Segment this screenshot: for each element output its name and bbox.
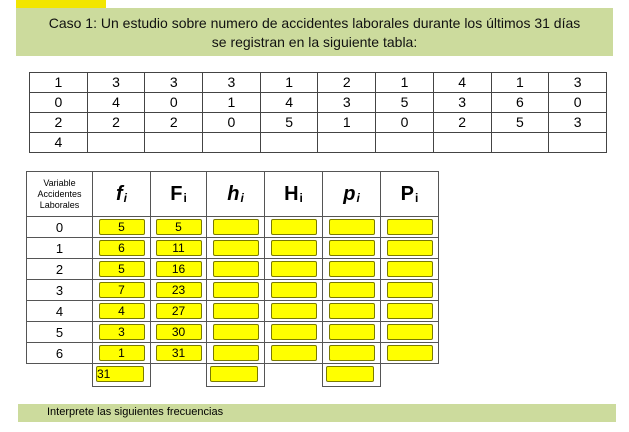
- raw-data-cell: 1: [30, 73, 88, 93]
- raw-data-cell: 0: [203, 113, 261, 133]
- table-row: [27, 343, 439, 364]
- header-symbol: P: [400, 182, 414, 205]
- variable-value: 6: [27, 343, 93, 364]
- Hi-input[interactable]: [271, 261, 317, 277]
- pi-cell: [323, 238, 381, 259]
- variable-value: 0: [27, 217, 93, 238]
- pi-cell: [323, 217, 381, 238]
- pi-total-input[interactable]: [326, 366, 374, 382]
- raw-data-cell: 4: [433, 73, 491, 93]
- hi-header: [207, 172, 265, 217]
- raw-data-cell: 3: [87, 73, 145, 93]
- pi-input[interactable]: [329, 219, 375, 235]
- fi-value[interactable]: 1: [99, 345, 145, 361]
- Fi-cell: [151, 238, 207, 259]
- table-row: [27, 217, 439, 238]
- raw-data-cell: 3: [318, 93, 376, 113]
- Hi-cell: [265, 238, 323, 259]
- hi-input[interactable]: [213, 219, 259, 235]
- Hi-cell: [265, 217, 323, 238]
- raw-data-row: [30, 93, 607, 113]
- raw-data-cell: 2: [318, 73, 376, 93]
- pi-input[interactable]: [329, 282, 375, 298]
- table-row: [27, 322, 439, 343]
- fi-value[interactable]: 4: [99, 303, 145, 319]
- header-subscript: i: [415, 190, 419, 205]
- raw-data-cell: 3: [203, 73, 261, 93]
- pi-cell: [323, 322, 381, 343]
- pi-cell: [323, 280, 381, 301]
- header-subscript: i: [240, 190, 244, 205]
- raw-data-cell: 3: [145, 73, 203, 93]
- Fi-value[interactable]: 5: [156, 219, 202, 235]
- fi-cell: [93, 301, 151, 322]
- Hi-cell: [265, 280, 323, 301]
- Fi-cell: [151, 280, 207, 301]
- frequency-table: [26, 171, 439, 364]
- raw-data-cell: 1: [260, 73, 318, 93]
- fi-cell: [93, 280, 151, 301]
- Pi-input[interactable]: [387, 240, 433, 256]
- hi-cell: [207, 259, 265, 280]
- header-symbol: p: [343, 182, 356, 205]
- raw-data-row: [30, 133, 607, 153]
- raw-data-cell: [318, 133, 376, 153]
- Hi-input[interactable]: [271, 303, 317, 319]
- case-title-line-2: se registran en la siguiente tabla:: [211, 34, 418, 50]
- raw-data-cell: 3: [549, 73, 607, 93]
- header-symbol: h: [227, 182, 240, 205]
- Hi-input[interactable]: [271, 345, 317, 361]
- raw-data-cell: 5: [491, 113, 549, 133]
- pi-input[interactable]: [329, 324, 375, 340]
- hi-total-input[interactable]: [210, 366, 258, 382]
- hi-cell: [207, 301, 265, 322]
- table-row: [27, 280, 439, 301]
- raw-data-cell: 2: [433, 113, 491, 133]
- pi-cell: [323, 259, 381, 280]
- raw-data-cell: [260, 133, 318, 153]
- hi-input[interactable]: [213, 282, 259, 298]
- Hi-input[interactable]: [271, 282, 317, 298]
- raw-data-cell: 1: [318, 113, 376, 133]
- raw-data-cell: 2: [87, 113, 145, 133]
- Hi-header: [265, 172, 323, 217]
- fi-total-value[interactable]: 31: [96, 366, 144, 382]
- raw-data-cell: [433, 133, 491, 153]
- header-subscript: i: [356, 190, 360, 205]
- header-subscript: i: [299, 190, 303, 205]
- hi-cell: [207, 238, 265, 259]
- header-subscript: i: [183, 190, 187, 205]
- hi-input[interactable]: [213, 261, 259, 277]
- variable-value: 5: [27, 322, 93, 343]
- fi-cell: [93, 238, 151, 259]
- Pi-cell: [381, 343, 439, 364]
- Fi-cell: [151, 301, 207, 322]
- Hi-cell: [265, 301, 323, 322]
- raw-data-cell: 1: [203, 93, 261, 113]
- hi-input[interactable]: [213, 240, 259, 256]
- pi-cell: [323, 301, 381, 322]
- table-row: [27, 259, 439, 280]
- fi-cell: [93, 343, 151, 364]
- raw-data-cell: [87, 133, 145, 153]
- hi-total-cell: [206, 362, 265, 387]
- Fi-value[interactable]: 31: [156, 345, 202, 361]
- Pi-input[interactable]: [387, 303, 433, 319]
- variable-header-line: Accidentes: [37, 188, 82, 199]
- raw-data-cell: 1: [376, 73, 434, 93]
- Pi-cell: [381, 238, 439, 259]
- Hi-input[interactable]: [271, 219, 317, 235]
- Fi-value[interactable]: 27: [156, 303, 202, 319]
- case-title-line-1: Caso 1: Un estudio sobre numero de accidentes laborales durante los últimos 31 días: [48, 15, 581, 31]
- Fi-value[interactable]: 23: [156, 282, 202, 298]
- interpret-prompt: Interprete las siguientes frecuencias: [47, 406, 224, 418]
- fi-value[interactable]: 3: [99, 324, 145, 340]
- fi-cell: [93, 322, 151, 343]
- raw-data-cell: 0: [376, 113, 434, 133]
- Pi-cell: [381, 322, 439, 343]
- Pi-cell: [381, 259, 439, 280]
- hi-cell: [207, 217, 265, 238]
- raw-data-cell: 0: [30, 93, 88, 113]
- fi-cell: [93, 259, 151, 280]
- raw-data-cell: 2: [145, 113, 203, 133]
- Fi-cell: [151, 343, 207, 364]
- Fi-value[interactable]: 30: [156, 324, 202, 340]
- raw-data-cell: 3: [433, 93, 491, 113]
- Pi-cell: [381, 280, 439, 301]
- case-header: [16, 8, 613, 56]
- header-symbol: H: [284, 182, 299, 205]
- raw-data-cell: 4: [260, 93, 318, 113]
- raw-data-cell: [491, 133, 549, 153]
- header-symbol: f: [115, 182, 123, 205]
- Pi-input[interactable]: [387, 345, 433, 361]
- pi-cell: [323, 343, 381, 364]
- Hi-input[interactable]: [271, 240, 317, 256]
- pi-input[interactable]: [329, 261, 375, 277]
- Pi-input[interactable]: [387, 261, 433, 277]
- pi-total-cell: [322, 362, 381, 387]
- Pi-cell: [381, 217, 439, 238]
- fi-value[interactable]: 7: [99, 282, 145, 298]
- fi-header: [93, 172, 151, 217]
- pi-header: [323, 172, 381, 217]
- Pi-header: [381, 172, 439, 217]
- Fi-header: [151, 172, 207, 217]
- Hi-input[interactable]: [271, 324, 317, 340]
- raw-data-cell: [376, 133, 434, 153]
- raw-data-cell: 0: [549, 93, 607, 113]
- variable-header-line: Laborales: [39, 199, 80, 210]
- interpret-band: [18, 404, 616, 422]
- Hi-cell: [265, 343, 323, 364]
- pi-input[interactable]: [329, 303, 375, 319]
- raw-data-table: [29, 72, 607, 153]
- table-row: [27, 238, 439, 259]
- raw-data-cell: 1: [491, 73, 549, 93]
- hi-input[interactable]: [213, 303, 259, 319]
- raw-data-row: [30, 73, 607, 93]
- pi-input[interactable]: [329, 240, 375, 256]
- variable-value: 1: [27, 238, 93, 259]
- raw-data-cell: [203, 133, 261, 153]
- Hi-cell: [265, 259, 323, 280]
- variable-value: 2: [27, 259, 93, 280]
- Fi-value[interactable]: 16: [156, 261, 202, 277]
- fi-cell: [93, 217, 151, 238]
- header-symbol: F: [170, 182, 183, 205]
- Pi-cell: [381, 301, 439, 322]
- hi-input[interactable]: [213, 345, 259, 361]
- raw-data-cell: 6: [491, 93, 549, 113]
- fi-value[interactable]: 6: [99, 240, 145, 256]
- hi-cell: [207, 322, 265, 343]
- raw-data-cell: 5: [260, 113, 318, 133]
- variable-value: 3: [27, 280, 93, 301]
- raw-data-cell: 3: [549, 113, 607, 133]
- raw-data-cell: 5: [376, 93, 434, 113]
- Fi-value[interactable]: 11: [156, 240, 202, 256]
- pi-input[interactable]: [329, 345, 375, 361]
- raw-data-row: [30, 113, 607, 133]
- table-row: [27, 301, 439, 322]
- header-subscript: i: [123, 190, 127, 205]
- Pi-input[interactable]: [387, 219, 433, 235]
- Fi-cell: [151, 217, 207, 238]
- variable-value: 4: [27, 301, 93, 322]
- Fi-cell: [151, 322, 207, 343]
- hi-cell: [207, 343, 265, 364]
- fi-value[interactable]: 5: [99, 219, 145, 235]
- top-highlight-strip: [16, 0, 106, 8]
- fi-value[interactable]: 5: [99, 261, 145, 277]
- raw-data-cell: 0: [145, 93, 203, 113]
- hi-cell: [207, 280, 265, 301]
- hi-input[interactable]: [213, 324, 259, 340]
- Fi-cell: [151, 259, 207, 280]
- raw-data-cell: 4: [30, 133, 88, 153]
- Pi-input[interactable]: [387, 324, 433, 340]
- variable-header: [27, 172, 93, 217]
- variable-header-line: Variable: [43, 177, 76, 188]
- raw-data-cell: [145, 133, 203, 153]
- raw-data-cell: 2: [30, 113, 88, 133]
- Hi-cell: [265, 322, 323, 343]
- raw-data-cell: [549, 133, 607, 153]
- fi-total-cell: [92, 362, 151, 387]
- raw-data-cell: 4: [87, 93, 145, 113]
- Pi-input[interactable]: [387, 282, 433, 298]
